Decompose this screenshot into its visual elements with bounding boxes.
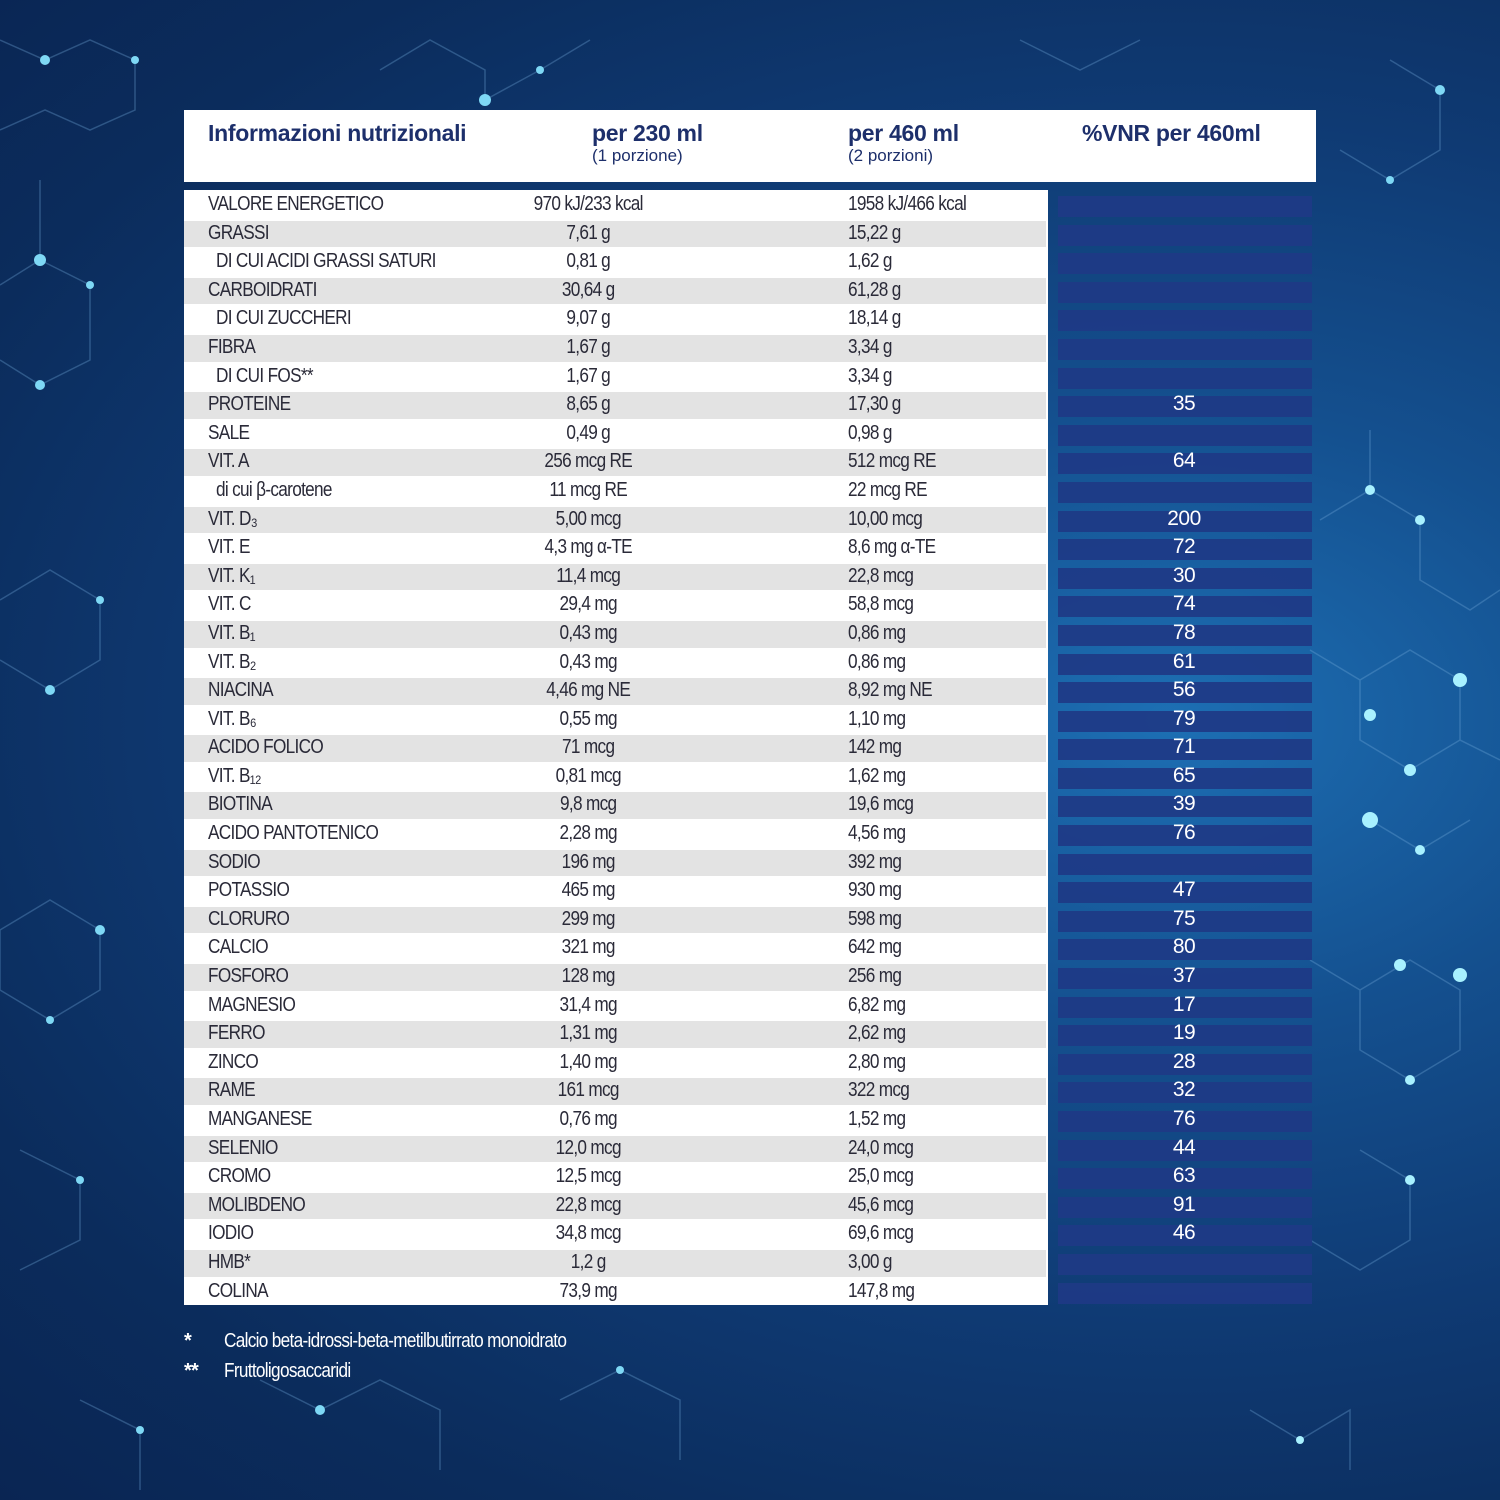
value-230ml: 299 mg: [561, 907, 615, 930]
value-460ml: 1,52 mg: [848, 1108, 906, 1130]
nutrient-name: di cui β-carotene: [216, 478, 332, 501]
table-row: [184, 362, 1316, 391]
nutrient-name: IODIO: [208, 1222, 254, 1245]
value-230ml: 0,43 mg: [559, 621, 617, 644]
value-460ml: 6,82 mg: [848, 993, 906, 1016]
vnr-cell: [1058, 425, 1312, 446]
value-460ml: 1,62 mg: [848, 764, 906, 787]
value-230ml: 0,55 mg: [559, 707, 617, 730]
table-row: [184, 762, 1316, 791]
footnote-mark: *: [184, 1330, 191, 1352]
nutrient-name: FIBRA: [208, 335, 256, 358]
value-230ml: 1,2 g: [570, 1250, 606, 1273]
value-vnr: 61: [1172, 649, 1196, 673]
value-230ml: 465 mg: [561, 879, 615, 902]
value-460ml: 25,0 mcg: [848, 1165, 914, 1188]
value-230ml: 12,0 mcg: [555, 1136, 621, 1159]
nutrient-name: ZINCO: [208, 1050, 259, 1073]
value-230ml: 161 mcg: [557, 1079, 619, 1102]
value-460ml: 142 mg: [848, 736, 902, 759]
value-460ml: 598 mg: [848, 907, 902, 930]
table-row: [184, 390, 1316, 419]
table-row: [184, 848, 1316, 877]
vnr-cell: [1058, 253, 1312, 274]
vnr-cell: [1058, 482, 1312, 503]
value-230ml: 29,4 mg: [559, 593, 617, 616]
nutrient-name: SALE: [208, 421, 250, 444]
table-row: [184, 1076, 1316, 1105]
value-460ml: 0,86 mg: [848, 650, 906, 673]
vnr-cell: [1058, 196, 1312, 217]
value-460ml: 3,34 g: [848, 364, 892, 387]
nutrient-name: NIACINA: [208, 679, 273, 702]
header-460ml-subtitle: (2 porzioni): [848, 146, 934, 165]
value-vnr: 28: [1172, 1049, 1196, 1073]
nutrient-name: PROTEINE: [208, 393, 291, 416]
value-230ml: 1,67 g: [566, 364, 611, 387]
value-230ml: 1,67 g: [566, 335, 611, 358]
value-230ml: 11,4 mcg: [556, 564, 621, 587]
table-row: [184, 1277, 1316, 1306]
nutrient-name: MANGANESE: [208, 1108, 312, 1130]
value-460ml: 1,62 g: [848, 250, 892, 273]
value-460ml: 930 mg: [848, 879, 902, 902]
nutrient-name: VIT. C: [208, 593, 251, 616]
value-230ml: 1,31 mg: [559, 1022, 617, 1045]
value-vnr: 17: [1172, 992, 1196, 1016]
value-230ml: 0,76 mg: [559, 1108, 617, 1130]
table-row: [184, 676, 1316, 705]
header-460ml-title: per 460 ml: [848, 120, 959, 146]
nutrient-name: SELENIO: [208, 1136, 278, 1159]
nutrient-name: HMB*: [208, 1250, 251, 1273]
nutrient-name: DI CUI FOS**: [216, 364, 313, 387]
value-230ml: 128 mg: [561, 965, 615, 988]
table-row: [184, 1134, 1316, 1163]
footnote-mark: **: [184, 1360, 198, 1382]
value-230ml: 9,07 g: [566, 307, 611, 330]
footnote-text: Calcio beta-idrossi-beta-metilbutirrato monoidrato: [224, 1330, 567, 1352]
vnr-cell: [1058, 1283, 1312, 1304]
value-460ml: 10,00 mcg: [848, 507, 923, 530]
table-row: [184, 447, 1316, 476]
nutrient-name: ACIDO FOLICO: [208, 736, 324, 759]
nutrient-name: CALCIO: [208, 936, 268, 959]
value-vnr: 76: [1172, 821, 1196, 845]
nutrient-name: COLINA: [208, 1279, 268, 1302]
nutrient-name: VALORE ENERGETICO: [208, 193, 384, 215]
value-230ml: 30,64 g: [561, 278, 615, 301]
table-row: [184, 1191, 1316, 1220]
value-460ml: 642 mg: [848, 936, 902, 959]
table-row: [184, 419, 1316, 448]
nutrient-name: CARBOIDRATI: [208, 278, 317, 301]
value-vnr: 72: [1172, 535, 1196, 559]
nutrient-name: DI CUI ZUCCHERI: [216, 307, 351, 330]
value-230ml: 7,61 g: [566, 221, 611, 244]
value-460ml: 8,92 mg NE: [848, 679, 932, 702]
nutrient-name: BIOTINA: [208, 793, 273, 816]
value-230ml: 196 mg: [561, 850, 615, 873]
header-230ml-title: per 230 ml: [592, 120, 703, 146]
nutrient-name: GRASSI: [208, 221, 269, 244]
value-230ml: 256 mcg RE: [544, 450, 633, 473]
table-header: [184, 110, 1316, 182]
value-460ml: 1,10 mg: [848, 707, 906, 730]
value-vnr: 64: [1172, 449, 1196, 473]
value-vnr: 32: [1172, 1078, 1196, 1102]
nutrient-name: VIT. K₁: [208, 564, 255, 587]
value-230ml: 4,3 mg α-TE: [544, 536, 632, 559]
table-row: [184, 876, 1316, 905]
header-name-title: Informazioni nutrizionali: [208, 120, 467, 146]
vnr-cell: [1058, 368, 1312, 389]
value-460ml: 15,22 g: [848, 221, 901, 244]
table-row: [184, 619, 1316, 648]
value-460ml: 22,8 mcg: [848, 564, 914, 587]
value-230ml: 8,65 g: [566, 393, 611, 416]
value-230ml: 34,8 mcg: [555, 1222, 621, 1245]
vnr-cell: [1058, 339, 1312, 360]
value-460ml: 61,28 g: [848, 278, 901, 301]
value-vnr: 46: [1172, 1221, 1196, 1245]
nutrient-name: VIT. A: [208, 450, 249, 473]
value-460ml: 4,56 mg: [848, 822, 906, 845]
vnr-cell: [1058, 310, 1312, 331]
value-vnr: 44: [1172, 1135, 1196, 1159]
value-vnr: 47: [1172, 878, 1196, 902]
nutrient-name: DI CUI ACIDI GRASSI SATURI: [216, 250, 436, 273]
header-460ml-column: [848, 120, 959, 165]
value-vnr: 91: [1172, 1192, 1196, 1216]
table-row: [184, 505, 1316, 534]
table-row: [184, 533, 1316, 562]
value-vnr: 65: [1172, 763, 1196, 787]
value-230ml: 0,43 mg: [559, 650, 617, 673]
value-vnr: 19: [1172, 1021, 1196, 1045]
table-row: [184, 247, 1316, 276]
value-230ml: 0,49 g: [566, 421, 611, 444]
vnr-cell: [1058, 854, 1312, 875]
value-460ml: 512 mcg RE: [848, 450, 936, 473]
value-vnr: 39: [1172, 792, 1196, 816]
table-row: [184, 333, 1316, 362]
nutrient-name: FERRO: [208, 1022, 265, 1045]
value-230ml: 5,00 mcg: [555, 507, 621, 530]
value-vnr: 74: [1172, 592, 1196, 616]
value-230ml: 0,81 mcg: [555, 764, 621, 787]
value-460ml: 2,80 mg: [848, 1050, 906, 1073]
nutrient-name: CROMO: [208, 1165, 271, 1188]
table-row: [184, 1162, 1316, 1191]
table-row: [184, 905, 1316, 934]
value-230ml: 11 mcg RE: [549, 478, 628, 501]
value-460ml: 18,14 g: [848, 307, 901, 330]
value-460ml: 0,86 mg: [848, 621, 906, 644]
table-row: [184, 648, 1316, 677]
vnr-cell: [1058, 282, 1312, 303]
value-230ml: 31,4 mg: [559, 993, 617, 1016]
nutrient-name: MAGNESIO: [208, 993, 296, 1016]
value-460ml: 2,62 mg: [848, 1022, 906, 1045]
value-460ml: 147,8 mg: [848, 1279, 915, 1302]
value-460ml: 3,34 g: [848, 335, 892, 358]
value-230ml: 2,28 mg: [559, 822, 617, 845]
value-460ml: 256 mg: [848, 965, 902, 988]
nutrient-name: MOLIBDENO: [208, 1193, 306, 1216]
value-230ml: 12,5 mcg: [555, 1165, 621, 1188]
value-vnr: 30: [1172, 563, 1196, 587]
value-230ml: 970 kJ/233 kcal: [533, 193, 643, 215]
header-name-column: [208, 120, 466, 147]
nutrient-name: VIT. B₂: [208, 650, 256, 673]
value-460ml: 322 mcg: [848, 1079, 910, 1102]
table-row: [184, 590, 1316, 619]
table-row: [184, 819, 1316, 848]
table-row: [184, 219, 1316, 248]
nutrient-name: RAME: [208, 1079, 255, 1102]
value-460ml: 19,6 mcg: [848, 793, 914, 816]
header-vnr-title: %VNR per 460ml: [1082, 120, 1261, 146]
value-460ml: 1958 kJ/466 kcal: [848, 193, 967, 215]
value-460ml: 8,6 mg α-TE: [848, 536, 936, 559]
table-row: [184, 276, 1316, 305]
table-row: [184, 790, 1316, 819]
table-row: [184, 733, 1316, 762]
table-row: [184, 1219, 1316, 1248]
nutrient-name: ACIDO PANTOTENICO: [208, 822, 379, 845]
table-row: [184, 1048, 1316, 1077]
value-vnr: 79: [1172, 706, 1196, 730]
nutrient-name: POTASSIO: [208, 879, 290, 902]
header-vnr-column: [1082, 120, 1261, 147]
nutrient-name: CLORURO: [208, 907, 290, 930]
table-row: [184, 962, 1316, 991]
footnote-text: Fruttoligosaccaridi: [224, 1360, 351, 1382]
value-230ml: 9,8 mcg: [560, 793, 617, 816]
value-vnr: 80: [1172, 935, 1196, 959]
value-230ml: 321 mg: [561, 936, 615, 959]
nutrient-name: VIT. E: [208, 536, 250, 559]
value-230ml: 22,8 mcg: [555, 1193, 621, 1216]
value-230ml: 1,40 mg: [559, 1050, 617, 1073]
table-row: [184, 991, 1316, 1020]
table-row: [184, 705, 1316, 734]
value-460ml: 392 mg: [848, 850, 902, 873]
table-row: [184, 190, 1316, 219]
table-row: [184, 933, 1316, 962]
nutrient-name: SODIO: [208, 850, 261, 873]
value-230ml: 73,9 mg: [559, 1279, 617, 1302]
value-230ml: 71 mcg: [562, 736, 615, 759]
nutrition-table: [184, 110, 1316, 1302]
value-460ml: 69,6 mcg: [848, 1222, 914, 1245]
value-230ml: 0,81 g: [566, 250, 611, 273]
nutrient-name: VIT. D₃: [208, 507, 258, 530]
value-vnr: 37: [1172, 964, 1196, 988]
table-row: [184, 1248, 1316, 1277]
value-vnr: 200: [1167, 506, 1201, 530]
value-vnr: 76: [1172, 1107, 1196, 1130]
header-230ml-column: [592, 120, 703, 165]
value-vnr: 75: [1172, 906, 1196, 930]
value-460ml: 0,98 g: [848, 421, 892, 444]
value-vnr: 35: [1172, 392, 1196, 416]
value-460ml: 24,0 mcg: [848, 1136, 914, 1159]
nutrient-name: VIT. B₆: [208, 707, 257, 730]
table-row: [184, 476, 1316, 505]
nutrient-name: VIT. B₁: [208, 621, 255, 644]
table-row: [184, 1105, 1316, 1134]
vnr-cell: [1058, 225, 1312, 246]
value-vnr: 56: [1172, 678, 1196, 702]
table-row: [184, 304, 1316, 333]
value-vnr: 71: [1172, 735, 1196, 759]
value-460ml: 58,8 mcg: [848, 593, 914, 616]
header-230ml-subtitle: (1 porzione): [592, 146, 683, 165]
table-row: [184, 562, 1316, 591]
vnr-cell: [1058, 1254, 1312, 1275]
value-460ml: 3,00 g: [848, 1250, 892, 1273]
value-460ml: 17,30 g: [848, 393, 901, 416]
table-body: [184, 190, 1316, 1305]
value-vnr: 63: [1172, 1164, 1196, 1188]
table-row: [184, 1019, 1316, 1048]
nutrient-name: VIT. B₁₂: [208, 764, 261, 787]
value-460ml: 45,6 mcg: [848, 1193, 914, 1216]
value-460ml: 22 mcg RE: [848, 478, 927, 501]
nutrient-name: FOSFORO: [208, 965, 289, 988]
value-230ml: 4,46 mg NE: [546, 679, 631, 702]
value-vnr: 78: [1172, 620, 1196, 644]
